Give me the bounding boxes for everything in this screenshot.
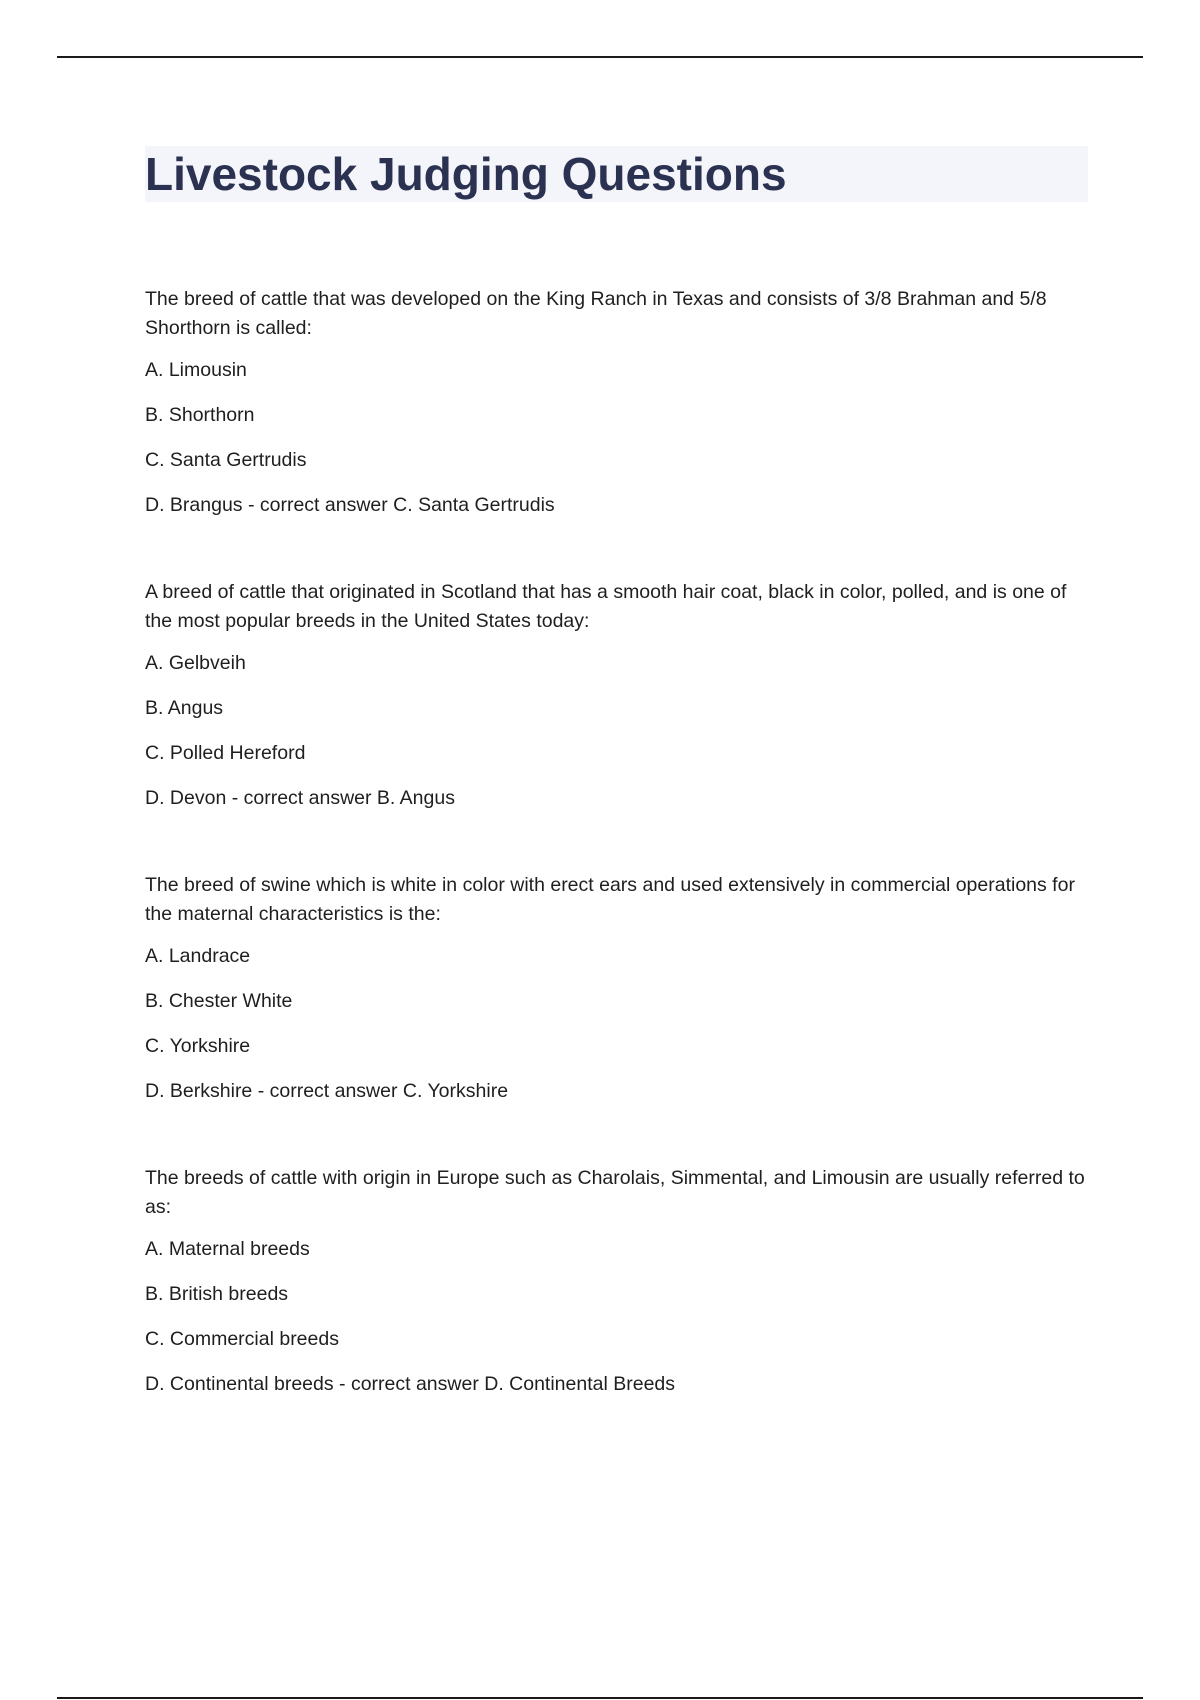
page-title: Livestock Judging Questions — [145, 148, 787, 200]
answer-option: C. Yorkshire — [145, 1035, 251, 1057]
answer-option: B. Chester White — [145, 990, 293, 1012]
question-stem: The breed of swine which is white in color with erect ears and used extensively in commercial operations for the maternal characteristics is the: — [145, 874, 1075, 925]
answer-option: C. Santa Gertrudis — [145, 449, 307, 471]
answer-option: C. Polled Hereford — [145, 742, 306, 764]
question-block-4 — [145, 1164, 1095, 1399]
answer-option: A. Maternal breeds — [145, 1238, 310, 1260]
answer-option: B. Angus — [145, 697, 224, 719]
question-list — [145, 285, 1095, 1457]
answer-option: D. Berkshire - correct answer C. Yorkshire — [145, 1080, 509, 1102]
question-block-2 — [145, 578, 1095, 813]
bottom-divider — [57, 1697, 1143, 1699]
answer-option: D. Brangus - correct answer C. Santa Gertrudis — [145, 494, 555, 516]
answer-option: A. Limousin — [145, 359, 247, 381]
answer-option: D. Devon - correct answer B. Angus — [145, 787, 455, 809]
question-stem: The breed of cattle that was developed on the King Ranch in Texas and consists of 3/8 Brahman and 5/8 Shorthorn is called: — [145, 288, 1047, 339]
question-stem: A breed of cattle that originated in Scotland that has a smooth hair coat, black in color, polled, and is one of the most popular breeds in the United States today: — [145, 581, 1067, 632]
answer-option: A. Gelbveih — [145, 652, 246, 674]
question-block-3 — [145, 871, 1095, 1106]
answer-option: A. Landrace — [145, 945, 251, 967]
answer-option: C. Commercial breeds — [145, 1328, 339, 1350]
answer-option: B. British breeds — [145, 1283, 289, 1305]
top-divider — [57, 56, 1143, 58]
answer-option: D. Continental breeds - correct answer D. Continental Breeds — [145, 1373, 676, 1395]
answer-option: B. Shorthorn — [145, 404, 255, 426]
question-block-1 — [145, 285, 1095, 520]
question-stem: The breeds of cattle with origin in Europe such as Charolais, Simmental, and Limousin are usually referred to as: — [145, 1167, 1085, 1218]
